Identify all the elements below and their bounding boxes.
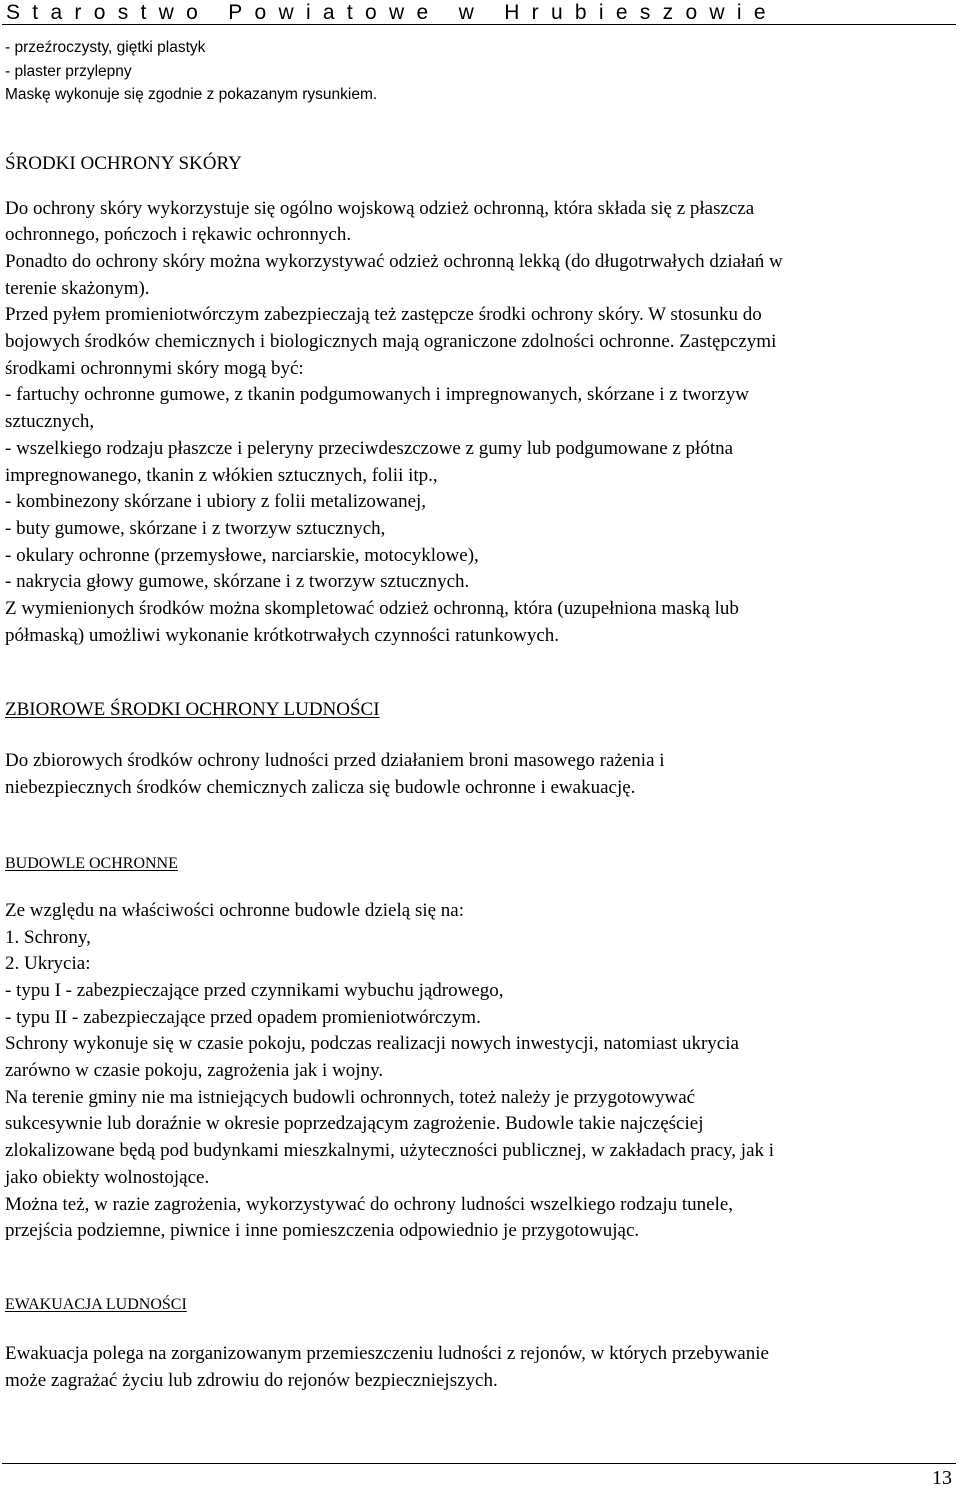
list-item: - wszelkiego rodzaju płaszcze i peleryny przeciwdeszczowe z gumy lub podgumowane z płótna (5, 437, 734, 459)
intro-line: - przeźroczysty, giętki plastyk (5, 39, 206, 56)
paragraph-line: Do zbiorowych środków ochrony ludności przed działaniem broni masowego rażenia i (5, 750, 665, 772)
paragraph-line: zlokalizowane będą pod budynkami mieszkalnymi, użyteczności publicznej, w zakładach pracy, jak i (5, 1140, 775, 1162)
header-divider (2, 24, 956, 25)
section-heading-evacuation: EWAKUACJA LUDNOŚCI (5, 1296, 187, 1313)
paragraph-line: jako obiekty wolnostojące. (5, 1166, 210, 1188)
paragraph-line: Przed pyłem promieniotwórczym zabezpieczają też zastępcze środki ochrony skóry. W stosunku do (5, 304, 762, 326)
paragraph-line: Na terenie gminy nie ma istniejących budowli ochronnych, toteż należy je przygotowywać (5, 1086, 696, 1108)
section-heading-protective-buildings: BUDOWLE OCHRONNE (5, 854, 178, 872)
list-item: 2. Ukrycia: (5, 953, 91, 975)
section-heading-collective-protection: ZBIOROWE ŚRODKI OCHRONY LUDNOŚCI (5, 699, 380, 721)
section-heading-skin-protection: ŚRODKI OCHRONY SKÓRY (5, 152, 242, 174)
list-item: - buty gumowe, skórzane i z tworzyw sztucznych, (5, 517, 386, 539)
paragraph-line: niebezpiecznych środków chemicznych zalicza się budowle ochronne i ewakuację. (5, 777, 636, 799)
paragraph-line: Ewakuacja polega na zorganizowanym przemieszczeniu ludności z rejonów, w których przebywanie (5, 1343, 769, 1364)
paragraph-line: Ponadto do ochrony skóry można wykorzystywać odzież ochronną lekką (do długotrwałych działań w (5, 250, 783, 272)
list-item: 1. Schrony, (5, 926, 91, 948)
paragraph-line: bojowych środków chemicznych i biologicznych mają ograniczone zdolności ochronne. Zastępczymi (5, 331, 777, 353)
paragraph-line: sukcesywnie lub doraźnie w okresie poprzedzającym zagrożenie. Budowle takie najczęściej (5, 1113, 704, 1135)
paragraph-line: zarówno w czasie pokoju, zagrożenia jak i wojny. (5, 1060, 384, 1082)
list-item: - nakrycia głowy gumowe, skórzane i z tworzyw sztucznych. (5, 571, 470, 593)
paragraph-line: Ze względu na właściwości ochronne budowle dzielą się na: (5, 899, 465, 921)
list-item: - fartuchy ochronne gumowe, z tkanin podgumowanych i impregnowanych, skórzane i z tworzyw (5, 384, 749, 406)
intro-line: - plaster przylepny (5, 62, 132, 80)
list-item: sztucznych, (5, 411, 95, 433)
document-body (5, 36, 957, 1394)
paragraph-line: może zagrażać życiu lub zdrowiu do rejonów bezpieczniejszych. (5, 1369, 498, 1391)
paragraph-line: ochronnego, pończoch i rękawic ochronnych. (5, 224, 352, 246)
footer-divider (2, 1463, 956, 1464)
page-header-title: Starostwo Powiatowe w Hrubieszowie (6, 1, 778, 24)
paragraph-line: przejścia podziemne, piwnice i inne pomieszczenia odpowiednio je przygotowując. (5, 1220, 640, 1242)
paragraph-line: środkami ochronnymi skóry mogą być: (5, 357, 304, 379)
paragraph-line: Schrony wykonuje się w czasie pokoju, podczas realizacji nowych inwestycji, natomiast ukrycia (5, 1033, 739, 1055)
list-item: - okulary ochronne (przemysłowe, narciarskie, motocyklowe), (5, 544, 479, 566)
list-item: - typu I - zabezpieczające przed czynnikami wybuchu jądrowego, (5, 979, 504, 1001)
list-item: - kombinezony skórzane i ubiory z folii metalizowanej, (5, 491, 427, 513)
list-item: impregnowanego, tkanin z włókien sztucznych, folii itp., (5, 464, 438, 486)
intro-line: Maskę wykonuje się zgodnie z pokazanym rysunkiem. (5, 86, 378, 103)
paragraph-line: Do ochrony skóry wykorzystuje się ogólno wojskową odzież ochronną, która składa się z płaszcza (5, 197, 755, 219)
page-number: 13 (932, 1467, 952, 1489)
list-item: - typu II - zabezpieczające przed opadem promieniotwórczym. (5, 1006, 481, 1028)
paragraph-line: terenie skażonym). (5, 277, 150, 299)
paragraph-line: Można też, w razie zagrożenia, wykorzystywać do ochrony ludności wszelkiego rodzaju tunele, (5, 1193, 734, 1215)
paragraph-line: Z wymienionych środków można skompletować odzież ochronną, która (uzupełniona maską lub (5, 598, 739, 620)
paragraph-line: półmaską) umożliwi wykonanie krótkotrwałych czynności ratunkowych. (5, 624, 560, 646)
